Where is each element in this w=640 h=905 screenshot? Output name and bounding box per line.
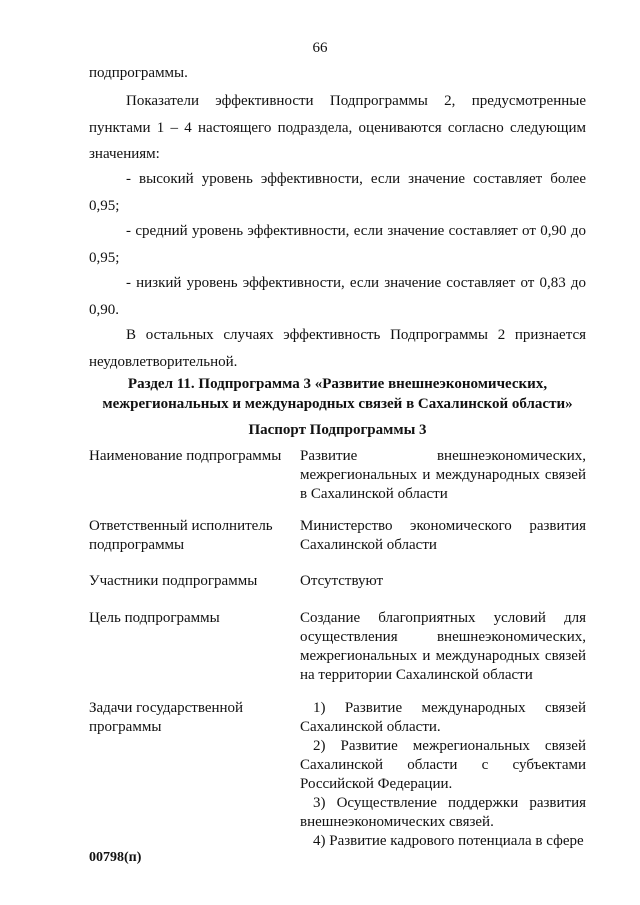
passport-label-executor: Ответственный исполнитель подпрограммы (89, 518, 273, 553)
passport-label-goal: Цель подпрограммы (89, 610, 220, 626)
paragraph-medium-level: - средний уровень эффективности, если значение составляет от 0,90 до 0,95; (89, 223, 586, 266)
task-item: 2) Развитие межрегиональных связей Сахалинской области с субъектами Российской Федерации. (300, 738, 586, 792)
paragraph-high-level: - высокий уровень эффективности, если значение составляет более 0,95; (89, 171, 586, 214)
page-number: 66 (312, 40, 328, 56)
passport-label-name: Наименование подпрограммы (89, 448, 282, 464)
passport-label-participants: Участники подпрограммы (89, 573, 258, 589)
paragraph-continuation: подпрограммы. (89, 65, 188, 81)
paragraph-unsatisfactory: В остальных случаях эффективность Подпрограммы 2 признается неудовлетворительной. (89, 327, 586, 370)
section-title-line-1: Раздел 11. Подпрограмма 3 «Развитие внешнеэкономических, (127, 376, 548, 392)
paragraph-low-level: - низкий уровень эффективности, если значение составляет от 0,83 до 0,90. (89, 275, 586, 318)
passport-value-participants: Отсутствуют (300, 573, 384, 589)
passport-value-executor: Министерство экономического развития Сахалинской области (300, 518, 586, 553)
passport-value-goal: Создание благоприятных условий для осуществления внешнеэкономических, межрегиональных и международных связей на территории Сахалинской области (300, 610, 586, 683)
task-item: 1) Развитие международных связей Сахалинской области. (300, 700, 586, 735)
section-title-line-2: межрегиональных и международных связей в Сахалинской области» (102, 396, 573, 412)
task-item: 3) Осуществление поддержки развития внешнеэкономических связей. (300, 795, 586, 830)
task-item: 4) Развитие кадрового потенциала в сфере (313, 833, 584, 849)
passport-label-tasks: Задачи государственной программы (89, 700, 244, 735)
passport-title: Паспорт Подпрограммы 3 (248, 422, 427, 438)
passport-value-name: Развитие внешнеэкономических, межрегиональных и международных связей в Сахалинской области (300, 448, 586, 502)
passport-value-tasks (300, 699, 586, 851)
paragraph-indicators: Показатели эффективности Подпрограммы 2, предусмотренные пунктами 1 – 4 настоящего подраздела, оцениваются согласно следующим значениям: (89, 93, 586, 162)
section-title (89, 374, 586, 414)
document-code: 00798(п) (89, 850, 142, 865)
